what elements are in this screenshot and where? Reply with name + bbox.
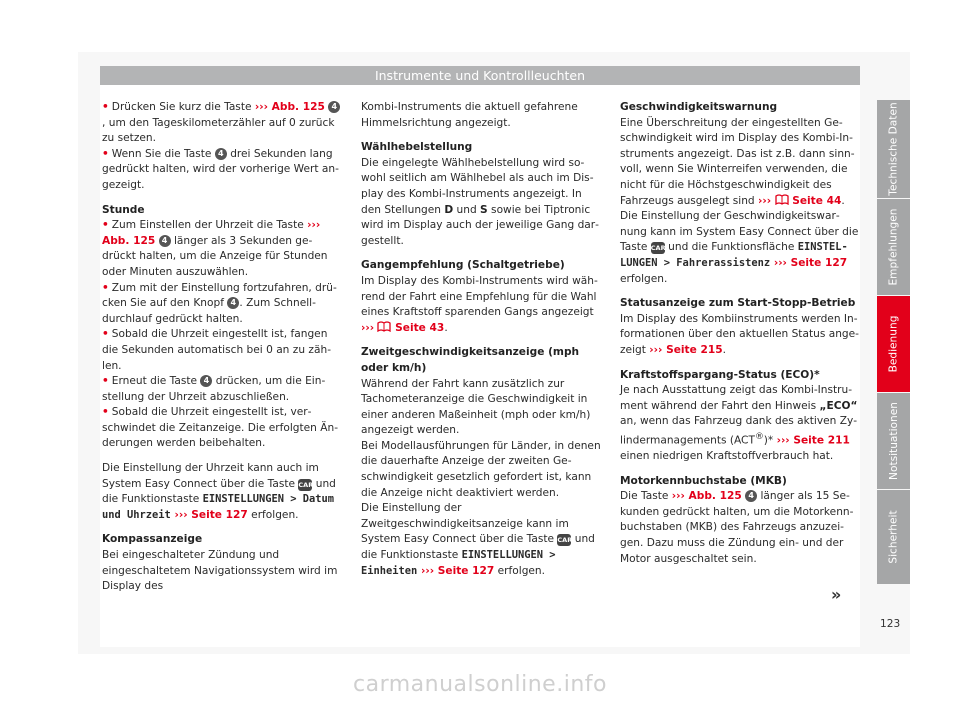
function-key-label: EINSTELLUNGEN > Datum und Uhrzeit xyxy=(102,493,335,521)
button-number-badge: 4 xyxy=(328,101,340,113)
paragraph: Bei Modellausführungen für Länder, in denen die dauerhafte Anzeige der zweiten Geschwindigkeit gesetzlich gefordert ist, kann die Anzeige nicht deaktiviert werden. xyxy=(361,439,601,499)
page-link[interactable]: ››› Seite 127 xyxy=(417,564,495,577)
page-header: Instrumente und Kontrollleuchten xyxy=(100,66,860,85)
car-button-icon: CAR xyxy=(557,536,573,545)
figure-link[interactable]: ››› Abb. 125 xyxy=(102,219,321,247)
paragraph: Eine Überschreitung der eingestellten Geschwindigkeit wird im Display des Kombi-Instruments angezeigt. Das ist z.B. dann sinnvoll, wenn Sie Winterreifen verwenden, die nicht für die Höchstgeschwindigkeit des Fahrzeugs ausgelegt sind ››› Seite 44. xyxy=(620,116,855,207)
section-heading: Geschwindigkeitswarnung xyxy=(620,101,778,113)
paragraph: Kombi-Instruments die aktuell gefahrene Himmelsrichtung angezeigt. xyxy=(361,101,578,129)
section-heading: Wählhebelstellung xyxy=(361,141,473,154)
bullet-paragraph: • Sobald die Uhrzeit eingestellt ist, verschwindet die Zeitanzeige. Die erfolgten Änderungen werden beibehalten. xyxy=(102,406,339,450)
paragraph: Im Display des Kombi-Instruments wird während der Fahrt eine Empfehlung für die Wahl eines Kraftstoff sparenden Gangs angezeigt ››› Seite 43. xyxy=(361,274,598,334)
continued-marker: » xyxy=(831,585,842,604)
section-heading: Kraftstoffspargang-Status (ECO)* xyxy=(620,368,820,381)
bullet-paragraph: • Erneut die Taste 4 drücken, um die Einstellung der Uhrzeit abzuschließen. xyxy=(102,375,326,403)
tab-notsituationen[interactable]: Notsituationen xyxy=(877,393,910,489)
bullet-paragraph: • Sobald die Uhrzeit eingestellt ist, fangen die Sekunden automatisch bei 0 an zu zählen. xyxy=(102,328,332,372)
paragraph: Bei eingeschalteter Zündung und eingeschaltetem Navigationssystem wird im Display des xyxy=(102,549,338,593)
paragraph: Im Display des Kombiinstruments werden Informationen über den aktuellen Status angezeigt ››› Seite 215. xyxy=(620,312,859,356)
button-number-badge: 4 xyxy=(215,148,227,160)
text-column-1 xyxy=(102,100,342,595)
page-link[interactable]: ››› Seite 127 xyxy=(170,508,248,521)
section-heading: Kompassanzeige xyxy=(102,533,203,546)
text-column-3 xyxy=(620,100,860,567)
figure-link[interactable]: ››› Abb. 125 xyxy=(254,101,325,113)
bullet-paragraph: • Wenn Sie die Taste 4 drei Sekunden lang gedrückt halten, wird der vorherige Wert angezeigt. xyxy=(102,147,339,191)
paragraph: Die Einstellung der Uhrzeit kann auch im System Easy Connect über die Taste CAR und die Funktionstaste EINSTELLUNGEN > Datum und Uhrzeit ››› Seite 127 erfolgen. xyxy=(102,462,336,521)
tab-bedienung[interactable]: Bedienung xyxy=(877,296,910,392)
button-number-badge: 4 xyxy=(745,490,757,502)
function-key-label: EINSTELLUNGEN > Fahrerassistenz xyxy=(620,241,848,269)
watermark-text: carmanualsonline.info xyxy=(353,672,607,697)
tab-technische-daten[interactable]: Technische Daten xyxy=(877,100,910,198)
button-number-badge: 4 xyxy=(227,297,239,309)
section-heading: Zweitgeschwindigkeitsanzeige (mph oder km/h) xyxy=(361,346,580,374)
paragraph: Die Einstellung der Zweitgeschwindigkeitsanzeige kann im System Easy Connect über die Taste CAR und die Funktionstaste EINSTELLUNGEN > Einheiten ››› Seite 127 erfolgen. xyxy=(361,502,595,577)
book-icon xyxy=(377,321,391,332)
bullet-paragraph: • Zum Einstellen der Uhrzeit die Taste ››› Abb. 125 4 länger als 3 Sekunden gedrückt halten, um die Anzeige für Stunden oder Minuten auszuwählen. xyxy=(102,219,328,278)
bullet-paragraph: • Zum mit der Einstellung fortzufahren, drücken Sie auf den Knopf 4 . Zum Schnelldurchlauf gedrückt halten. xyxy=(102,281,337,325)
book-icon xyxy=(775,194,789,205)
page-link[interactable]: ››› Seite 127 xyxy=(770,256,848,269)
paragraph: Die Einstellung der Geschwindigkeitswarnung kann im System Easy Connect über die Taste CAR und die Funktionsfläche EINSTELLUNGEN > Fahrerassistenz ››› Seite 127 erfolgen. xyxy=(620,210,859,285)
section-heading: Stunde xyxy=(102,203,145,216)
car-button-icon: CAR xyxy=(650,244,666,253)
bullet-paragraph: • Drücken Sie kurz die Taste ››› Abb. 125 4, um den Tageskilometerzähler auf 0 zurück zu setzen. xyxy=(102,100,342,147)
paragraph: Die Taste ››› Abb. 125 4 länger als 15 Sekunden gedrückt halten, um die Motorkennbuchstaben (MKB) des Fahrzeugs anzuzeigen. Dazu muss die Zündung ein- und der Motor ausgeschaltet sein. xyxy=(620,490,854,565)
section-heading: Motorkennbuchstabe (MKB) xyxy=(620,474,787,487)
paragraph: Die eingelegte Wählhebelstellung wird sowohl seitlich am Wählhebel als auch im Display des Kombi-Instruments angezeigt. In den Stellungen D und S sowie bei Tiptronic wird im Display auch der jeweilige Gang dargestellt. xyxy=(361,156,599,247)
page-link[interactable]: ››› Seite 211 xyxy=(776,434,850,447)
button-number-badge: 4 xyxy=(200,375,212,387)
tab-sicherheit[interactable]: Sicherheit xyxy=(877,490,910,584)
page-number: 123 xyxy=(880,618,901,630)
car-button-icon: CAR xyxy=(298,480,314,489)
text-column-2 xyxy=(361,100,601,579)
page-link[interactable]: Seite 44 xyxy=(788,194,842,207)
paragraph: Während der Fahrt kann zusätzlich zur Tachometeranzeige die Geschwindigkeit in einer anderen Maßeinheit (mph oder km/h) angezeigt werden. xyxy=(361,377,591,437)
function-key-label: EINSTELLUNGEN > Einheiten xyxy=(361,549,556,577)
page-link[interactable]: ››› Seite 215 xyxy=(649,343,723,356)
page-link[interactable]: Seite 43 xyxy=(391,321,445,334)
section-heading: Statusanzeige zum Start-Stopp-Betrieb xyxy=(620,297,856,310)
button-number-badge: 4 xyxy=(159,235,171,247)
figure-link[interactable]: ››› Abb. 125 xyxy=(671,490,742,503)
tab-empfehlungen[interactable]: Empfehlungen xyxy=(877,199,910,295)
paragraph: Je nach Ausstattung zeigt das Kombi-Instrument während der Fahrt den Hinweis „ECO“ an, wenn das Fahrzeug dank des aktiven Zylindermanagements (ACT®)* ››› Seite 211 einen niedrigen Kraftstoffverbrauch hat. xyxy=(620,384,858,462)
section-heading: Gangempfehlung (Schaltgetriebe) xyxy=(361,259,565,272)
